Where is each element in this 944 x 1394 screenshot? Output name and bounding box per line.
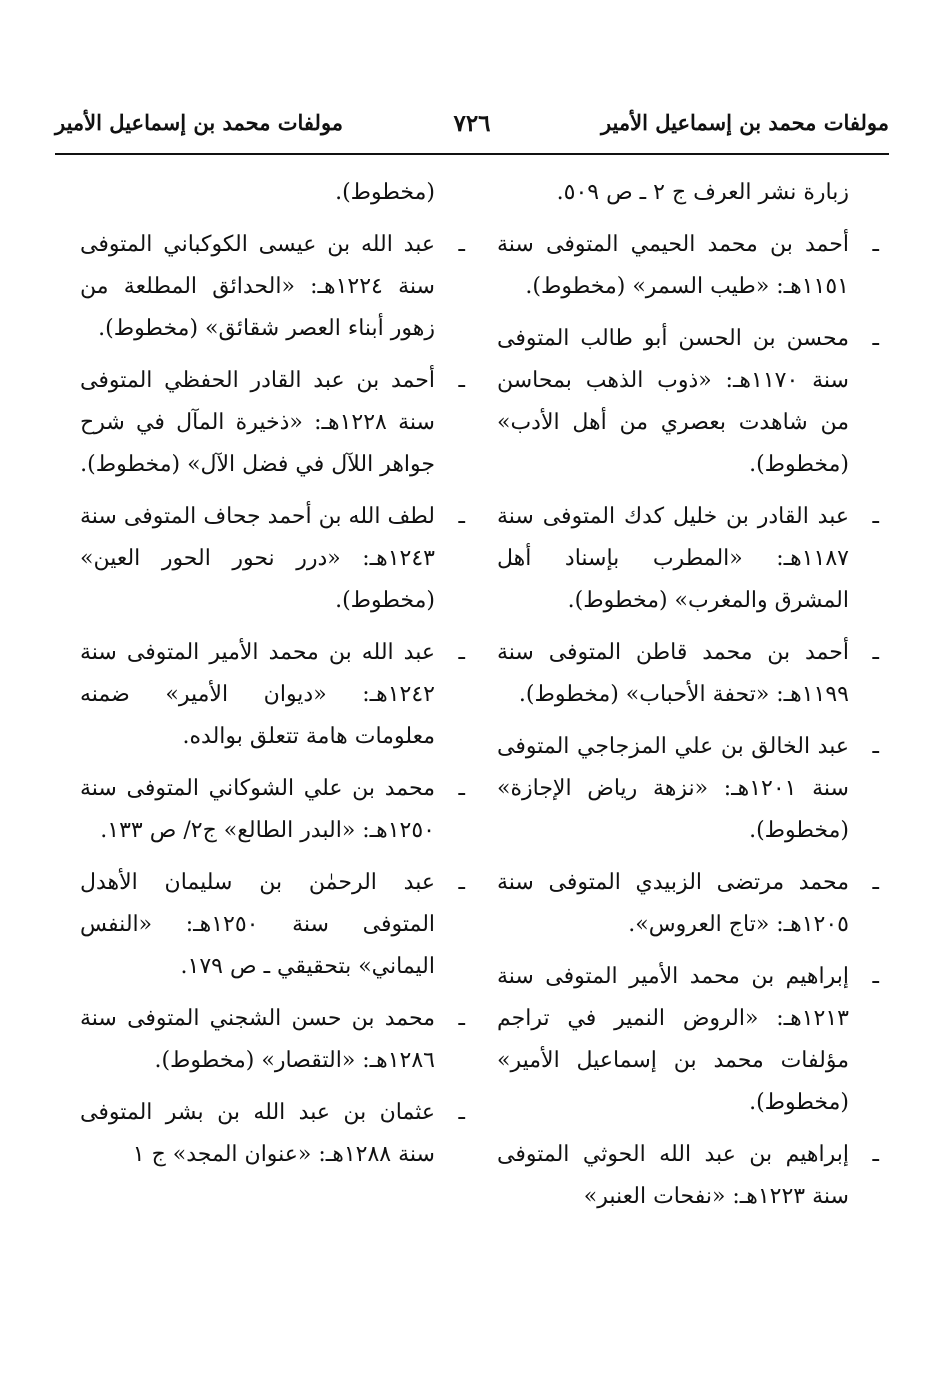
entry-text: إبراهيم بن محمد الأمير المتوفى سنة ١٢١٣هـ: «الروض النمير في تراجم مؤلفات محمد بن إسماعيل الأمير» (مخطوط). [497, 964, 849, 1115]
list-item [80, 632, 465, 758]
bullet-dash: ـ [458, 776, 465, 801]
list-item [80, 1092, 465, 1176]
bullet-dash: ـ [872, 232, 879, 257]
running-title-left: مولفات محمد بن إسماعيل الأمير [55, 110, 344, 135]
entry-text: لطف الله بن أحمد جحاف المتوفى سنة ١٢٤٣هـ: «درر نحور الحور العين» (مخطوط). [80, 504, 435, 613]
bullet-dash: ـ [458, 1006, 465, 1031]
list-item [497, 632, 879, 716]
entry-text: عبد الرحمٰن بن سليمان الأهدل المتوفى سنة ١٢٥٠هـ: «النفس اليماني» بتحقيقي ـ ص ١٧٩. [80, 870, 436, 979]
list-item [80, 360, 465, 486]
list-item [80, 496, 465, 622]
bullet-dash: ـ [458, 504, 465, 529]
entry-text: عبد الله بن محمد الأمير المتوفى سنة ١٢٤٢هـ: «ديوان الأمير» ضمنه معلومات هامة تتعلق بوالده. [80, 640, 435, 749]
continuation-text: (مخطوط). [335, 180, 435, 205]
right-column [497, 172, 879, 1228]
list-item [497, 496, 879, 622]
entry-text: محسن بن الحسن أبو طالب المتوفى سنة ١١٧٠هـ: «ذوب الذهب بمحاسن من شاهدت بعصري من أهل الأدب» (مخطوط). [497, 326, 849, 477]
continuation-text: زبارة نشر العرف ج ٢ ـ ص ٥٠٩. [556, 180, 849, 205]
bullet-dash: ـ [872, 640, 879, 665]
bullet-dash: ـ [872, 870, 879, 895]
running-title-right: مولفات محمد بن إسماعيل الأمير [600, 110, 889, 135]
entry-text: أحمد بن محمد الحيمي المتوفى سنة ١١٥١هـ: «طيب السمر» (مخطوط). [497, 232, 849, 299]
list-item [497, 224, 879, 308]
bullet-dash: ـ [458, 640, 465, 665]
bullet-dash: ـ [458, 232, 465, 257]
bullet-dash: ـ [872, 1142, 879, 1167]
bullet-dash: ـ [458, 870, 465, 895]
list-item [80, 998, 465, 1082]
entry-text: محمد بن حسن الشجني المتوفى سنة ١٢٨٦هـ: «التقصار» (مخطوط). [80, 1006, 435, 1073]
list-item [497, 726, 879, 852]
bullet-dash: ـ [458, 1100, 465, 1125]
bullet-dash: ـ [872, 734, 879, 759]
bullet-dash: ـ [458, 368, 465, 393]
entry-text: إبراهيم بن عبد الله الحوثي المتوفى سنة ١٢٢٣هـ: «نفحات العنبر» [497, 1142, 849, 1209]
entry-text: أحمد بن عبد القادر الحفظي المتوفى سنة ١٢٢٨هـ: «ذخيرة المآل في شرح جواهر اللآل في فضل الآل» (مخطوط). [80, 368, 435, 477]
list-item [80, 768, 465, 852]
left-column [80, 172, 465, 1186]
entry-text: محمد مرتضى الزبيدي المتوفى سنة ١٢٠٥هـ: «تاج العروس». [497, 870, 849, 937]
list-item [497, 318, 879, 486]
page-number: ٧٢٦ [453, 110, 491, 137]
bullet-dash: ـ [872, 504, 879, 529]
bullet-dash: ـ [872, 326, 879, 351]
bullet-dash: ـ [872, 964, 879, 989]
entry-text: أحمد بن محمد قاطن المتوفى سنة ١١٩٩هـ: «تحفة الأحباب» (مخطوط). [497, 640, 849, 707]
list-item [80, 862, 465, 988]
page-header [55, 110, 889, 150]
list-item [497, 862, 879, 946]
list-item [80, 224, 465, 350]
entry-text: محمد بن علي الشوكاني المتوفى سنة ١٢٥٠هـ: «البدر الطالع» ج٢/ ص ١٣٣. [80, 776, 435, 843]
entry-text: عبد الخالق بن علي المزجاجي المتوفى سنة ١٢٠١هـ: «نزهة رياض الإجازة» (مخطوط). [497, 734, 849, 843]
entry-text: عبد الله بن عيسى الكوكباني المتوفى سنة ١٢٢٤هـ: «الحدائق المطلعة من زهور أبناء العصر شقائق» (مخطوط). [80, 232, 435, 341]
header-rule [55, 153, 889, 155]
list-item [497, 1134, 879, 1218]
entry-text: عثمان بن عبد الله بن بشر المتوفى سنة ١٢٨٨هـ: «عنوان المجد» ج ١ [80, 1100, 435, 1167]
list-item [497, 956, 879, 1124]
entry-text: عبد القادر بن خليل كدك المتوفى سنة ١١٨٧هـ: «المطرب بإسناد أهل المشرق والمغرب» (مخطوط). [497, 504, 849, 613]
